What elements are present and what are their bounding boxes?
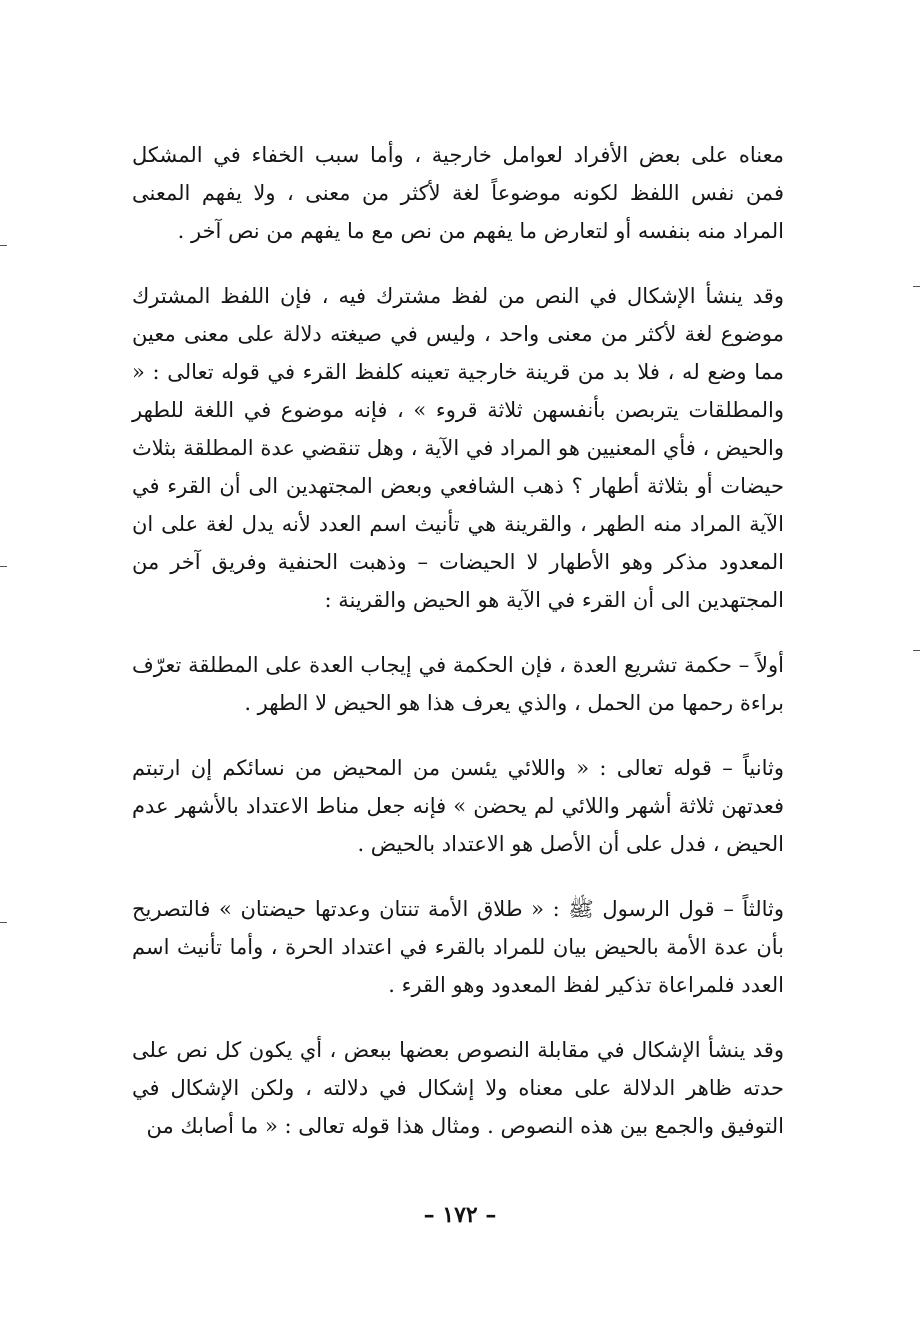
scan-edge-mark xyxy=(0,245,7,246)
paragraph-5: وثالثاً – قول الرسول ﷺ : « طلاق الأمة تنتان وعدتها حيضتان » فالتصريح بأن عدة الأمة بالحيض بيان للمراد بالقرء في اعتداد الحرة ، وأما تأنيث اسم العدد فلمراعاة تذكير لفظ المعدود وهو القرء . xyxy=(132,897,784,997)
page-number: – ١٧٢ – xyxy=(423,1202,497,1228)
scan-edge-mark xyxy=(0,922,7,923)
scan-edge-mark xyxy=(913,650,920,651)
paragraph-6: وقد ينشأ الإشكال في مقابلة النصوص بعضها ببعض ، أي يكون كل نص على حدته ظاهر الدلالة على معناه ولا إشكال في دلالته ، ولكن الإشكال في التوفيق والجمع بين هذه النصوص . ومثال هذا قوله تعالى : « ما أصابك من xyxy=(132,1038,784,1138)
paragraph-1: معناه على بعض الأفراد لعوامل خارجية ، وأما سبب الخفاء في المشكل فمن نفس اللفظ لكونه موضوعاً لغة لأكثر من معنى ، ولا يفهم المعنى المراد منه بنفسه أو لتعارض ما يفهم من نص مع ما يفهم من نص آخر . xyxy=(132,143,784,243)
paragraph-3: أولاً – حكمة تشريع العدة ، فإن الحكمة في إيجاب العدة على المطلقة تعرّف براءة رحمها من الحمل ، والذي يعرف هذا هو الحيض لا الطهر . xyxy=(132,653,784,715)
page-body xyxy=(132,136,784,1172)
scan-edge-mark xyxy=(913,286,920,287)
paragraph-4: وثانياً – قوله تعالى : « واللائي يئسن من المحيض من نسائكم إن ارتبتم فعدتهن ثلاثة أشهر واللائي لم يحضن » فإنه جعل مناط الاعتداد بالأشهر عدم الحيض ، فدل على أن الأصل هو الاعتداد بالحيض . xyxy=(132,756,784,856)
scan-edge-mark xyxy=(0,566,7,567)
paragraph-2: وقد ينشأ الإشكال في النص من لفظ مشترك فيه ، فإن اللفظ المشترك موضوع لغة لأكثر من معنى واحد ، وليس في صيغته دلالة على معنى معين مما وضع له ، فلا بد من قرينة خارجية تعينه كلفظ القرء في قوله تعالى : « والمطلقات يتربصن بأنفسهن ثلاثة قروء » ، فإنه موضوع في اللغة للطهر والحيض ، فأي المعنيين هو المراد في الآية ، وهل تنقضي عدة المطلقة بثلاث حيضات أو بثلاثة أطهار ؟ ذهب الشافعي وبعض المجتهدين الى أن القرء في الآية المراد منه الطهر ، والقرينة هي تأنيث اسم العدد لأنه يدل لغة على ان المعدود مذكر وهو الأطهار لا الحيضات – وذهبت الحنفية وفريق آخر من المجتهدين الى أن القرء في الآية هو الحيض والقرينة : xyxy=(132,284,784,612)
